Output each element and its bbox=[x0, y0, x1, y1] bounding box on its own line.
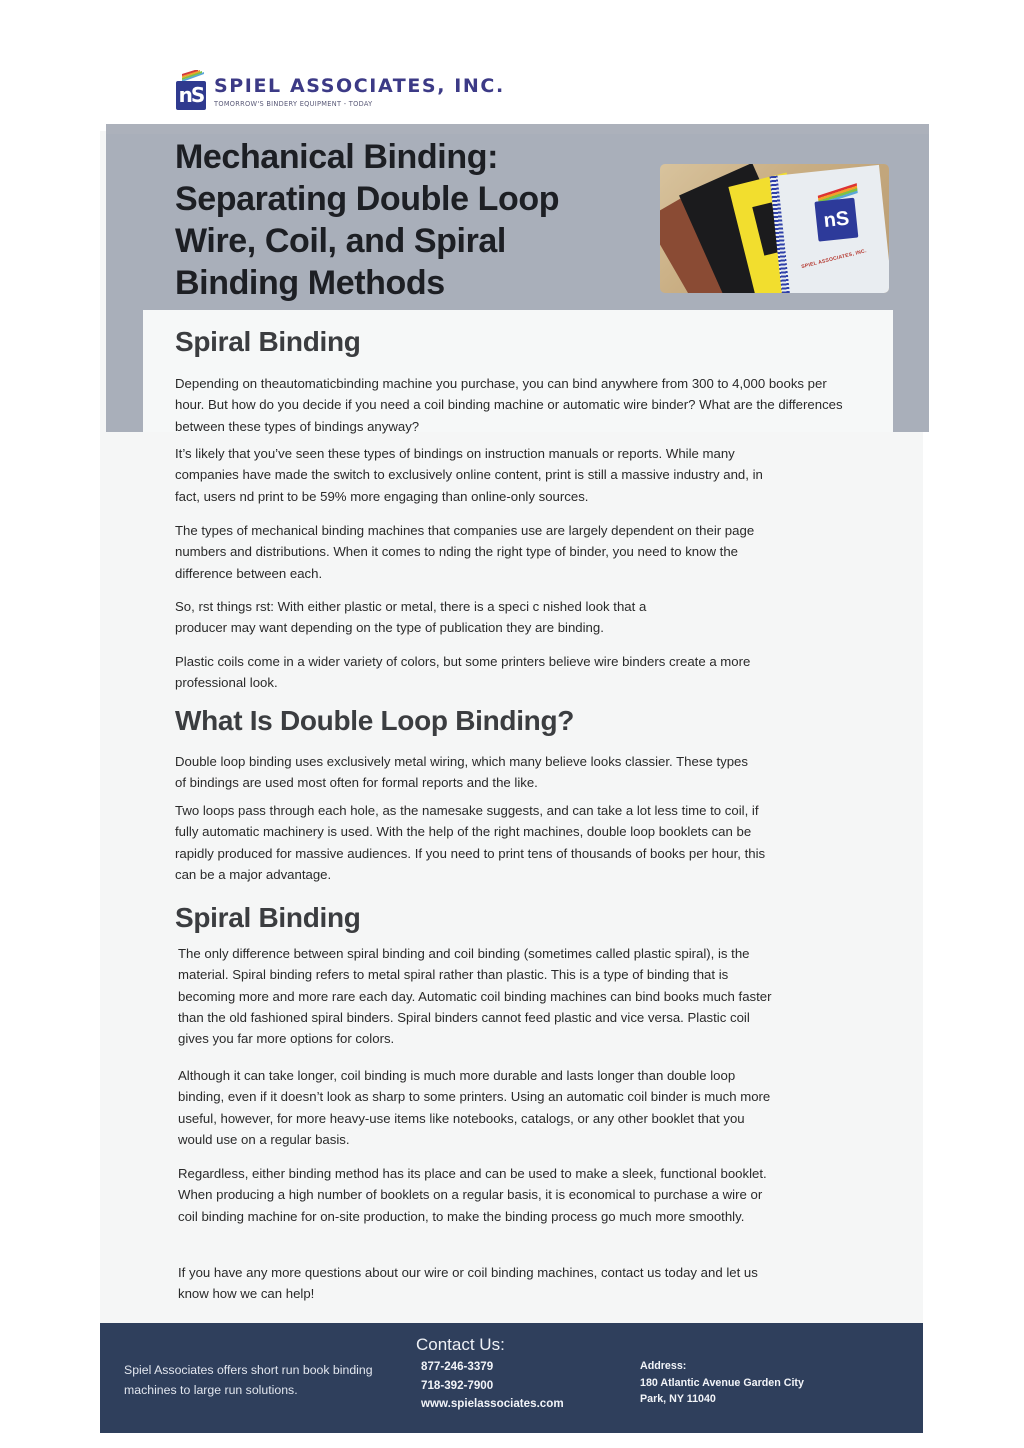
address-label: Address: bbox=[640, 1360, 687, 1372]
address-line-1: 180 Atlantic Avenue Garden City bbox=[640, 1376, 804, 1389]
book-cover-text: SPIEL ASSOCIATES, INC. bbox=[800, 248, 868, 271]
address-block bbox=[640, 1358, 804, 1408]
phone-link-1[interactable]: 877-246-3379 bbox=[421, 1360, 494, 1373]
paragraph: If you have any more questions about our wire or coil binding machines, contact us today and let us know how we can help! bbox=[178, 1265, 758, 1302]
paragraph: Although it can take longer, coil binding is much more durable and lasts longer than double loop binding, even if it doesn’t look as sharp to some printers. Using an automatic coil binder is much more useful, however, for more heavy-use items like notebooks, catalogs, or any other booklet that you would use on a regular basis. bbox=[178, 1068, 771, 1147]
section-heading: Spiral Binding bbox=[175, 902, 361, 933]
paragraph: Double loop binding uses exclusively metal wiring, which many believe looks classier. These types of bindings are used most often for formal reports and the like. bbox=[175, 754, 748, 791]
paragraph: It’s likely that you’ve seen these types of bindings on instruction manuals or reports. While many companies have made the switch to exclusively online content, print is still a massive industry and, in fact, users nd print to be 59% more engaging than online-only sources. bbox=[175, 446, 763, 504]
book-illustration bbox=[775, 165, 889, 293]
paragraph: So, rst things rst: With either plastic or metal, there is a speci c nished look that a producer may want depending on the type of publication they are binding. bbox=[175, 599, 647, 636]
brand-logo[interactable] bbox=[176, 70, 505, 110]
page-title: Mechanical Binding: Separating Double Loop Wire, Coil, and Spiral Binding Methods bbox=[175, 138, 560, 302]
logo-glyph: nS bbox=[814, 198, 858, 242]
paragraph: Regardless, either binding method has its place and can be used to make a sleek, functional booklet. When producing a high number of booklets on a regular basis, it is economical to purchase a wire or coil binding machine for on-site production, to make the binding process go much more smoothly. bbox=[178, 1166, 767, 1224]
paragraph: Two loops pass through each hole, as the namesake suggests, and can take a lot less time to coil, if fully automatic machinery is used. With the help of the right machines, double loop booklets can be rapidly produced for massive audiences. If you need to print tens of thousands of books per hour, this can be a major advantage. bbox=[175, 803, 766, 882]
paragraph: The only difference between spiral binding and coil binding (sometimes called plastic spiral), is the material. Spiral binding refers to metal spiral rather than plastic. This is a type of binding that is becoming more and more rare each day. Automatic coil binding machines can bind books much faster than the old fashioned spiral binders. Spiral binders cannot feed plastic and vice versa. Plastic coil gives you far more options for colors. bbox=[178, 946, 772, 1047]
section-heading: What Is Double Loop Binding? bbox=[175, 705, 575, 736]
contact-info bbox=[421, 1358, 564, 1414]
footer-blurb: Spiel Associates offers short run book binding machines to large run solutions. bbox=[124, 1363, 373, 1397]
hero-image bbox=[660, 164, 889, 293]
phone-link-2[interactable]: 718-392-7900 bbox=[421, 1378, 494, 1392]
paragraph: The types of mechanical binding machines that companies use are largely dependent on their page numbers and distributions. When it comes to nding the right type of binder, you need to know the difference between each. bbox=[175, 523, 755, 581]
contact-title: Contact Us: bbox=[416, 1335, 505, 1354]
hero-band-top-strip bbox=[106, 124, 929, 134]
footer bbox=[100, 1323, 923, 1433]
address-line-2: Park, NY 11040 bbox=[640, 1393, 716, 1406]
paragraph: Plastic coils come in a wider variety of colors, but some printers believe wire binders create a more professional look. bbox=[175, 654, 751, 691]
brand-name: SPIEL ASSOCIATES, INC. bbox=[214, 75, 505, 97]
logo-glyph: nS bbox=[176, 81, 206, 110]
paragraph: Depending on theautomaticbinding machine you purchase, you can bind anywhere from 300 to 4,000 books per hour. But how do you decide if you need a coil binding machine or automatic wire binder? What are the differences between these types of bindings anyway? bbox=[175, 376, 843, 434]
brand-tagline: TOMORROW'S BINDERY EQUIPMENT - TODAY bbox=[214, 100, 373, 108]
website-link[interactable]: www.spielassociates.com bbox=[421, 1397, 564, 1410]
section-heading: Spiral Binding bbox=[175, 326, 361, 357]
logo-mark-icon bbox=[176, 70, 208, 110]
